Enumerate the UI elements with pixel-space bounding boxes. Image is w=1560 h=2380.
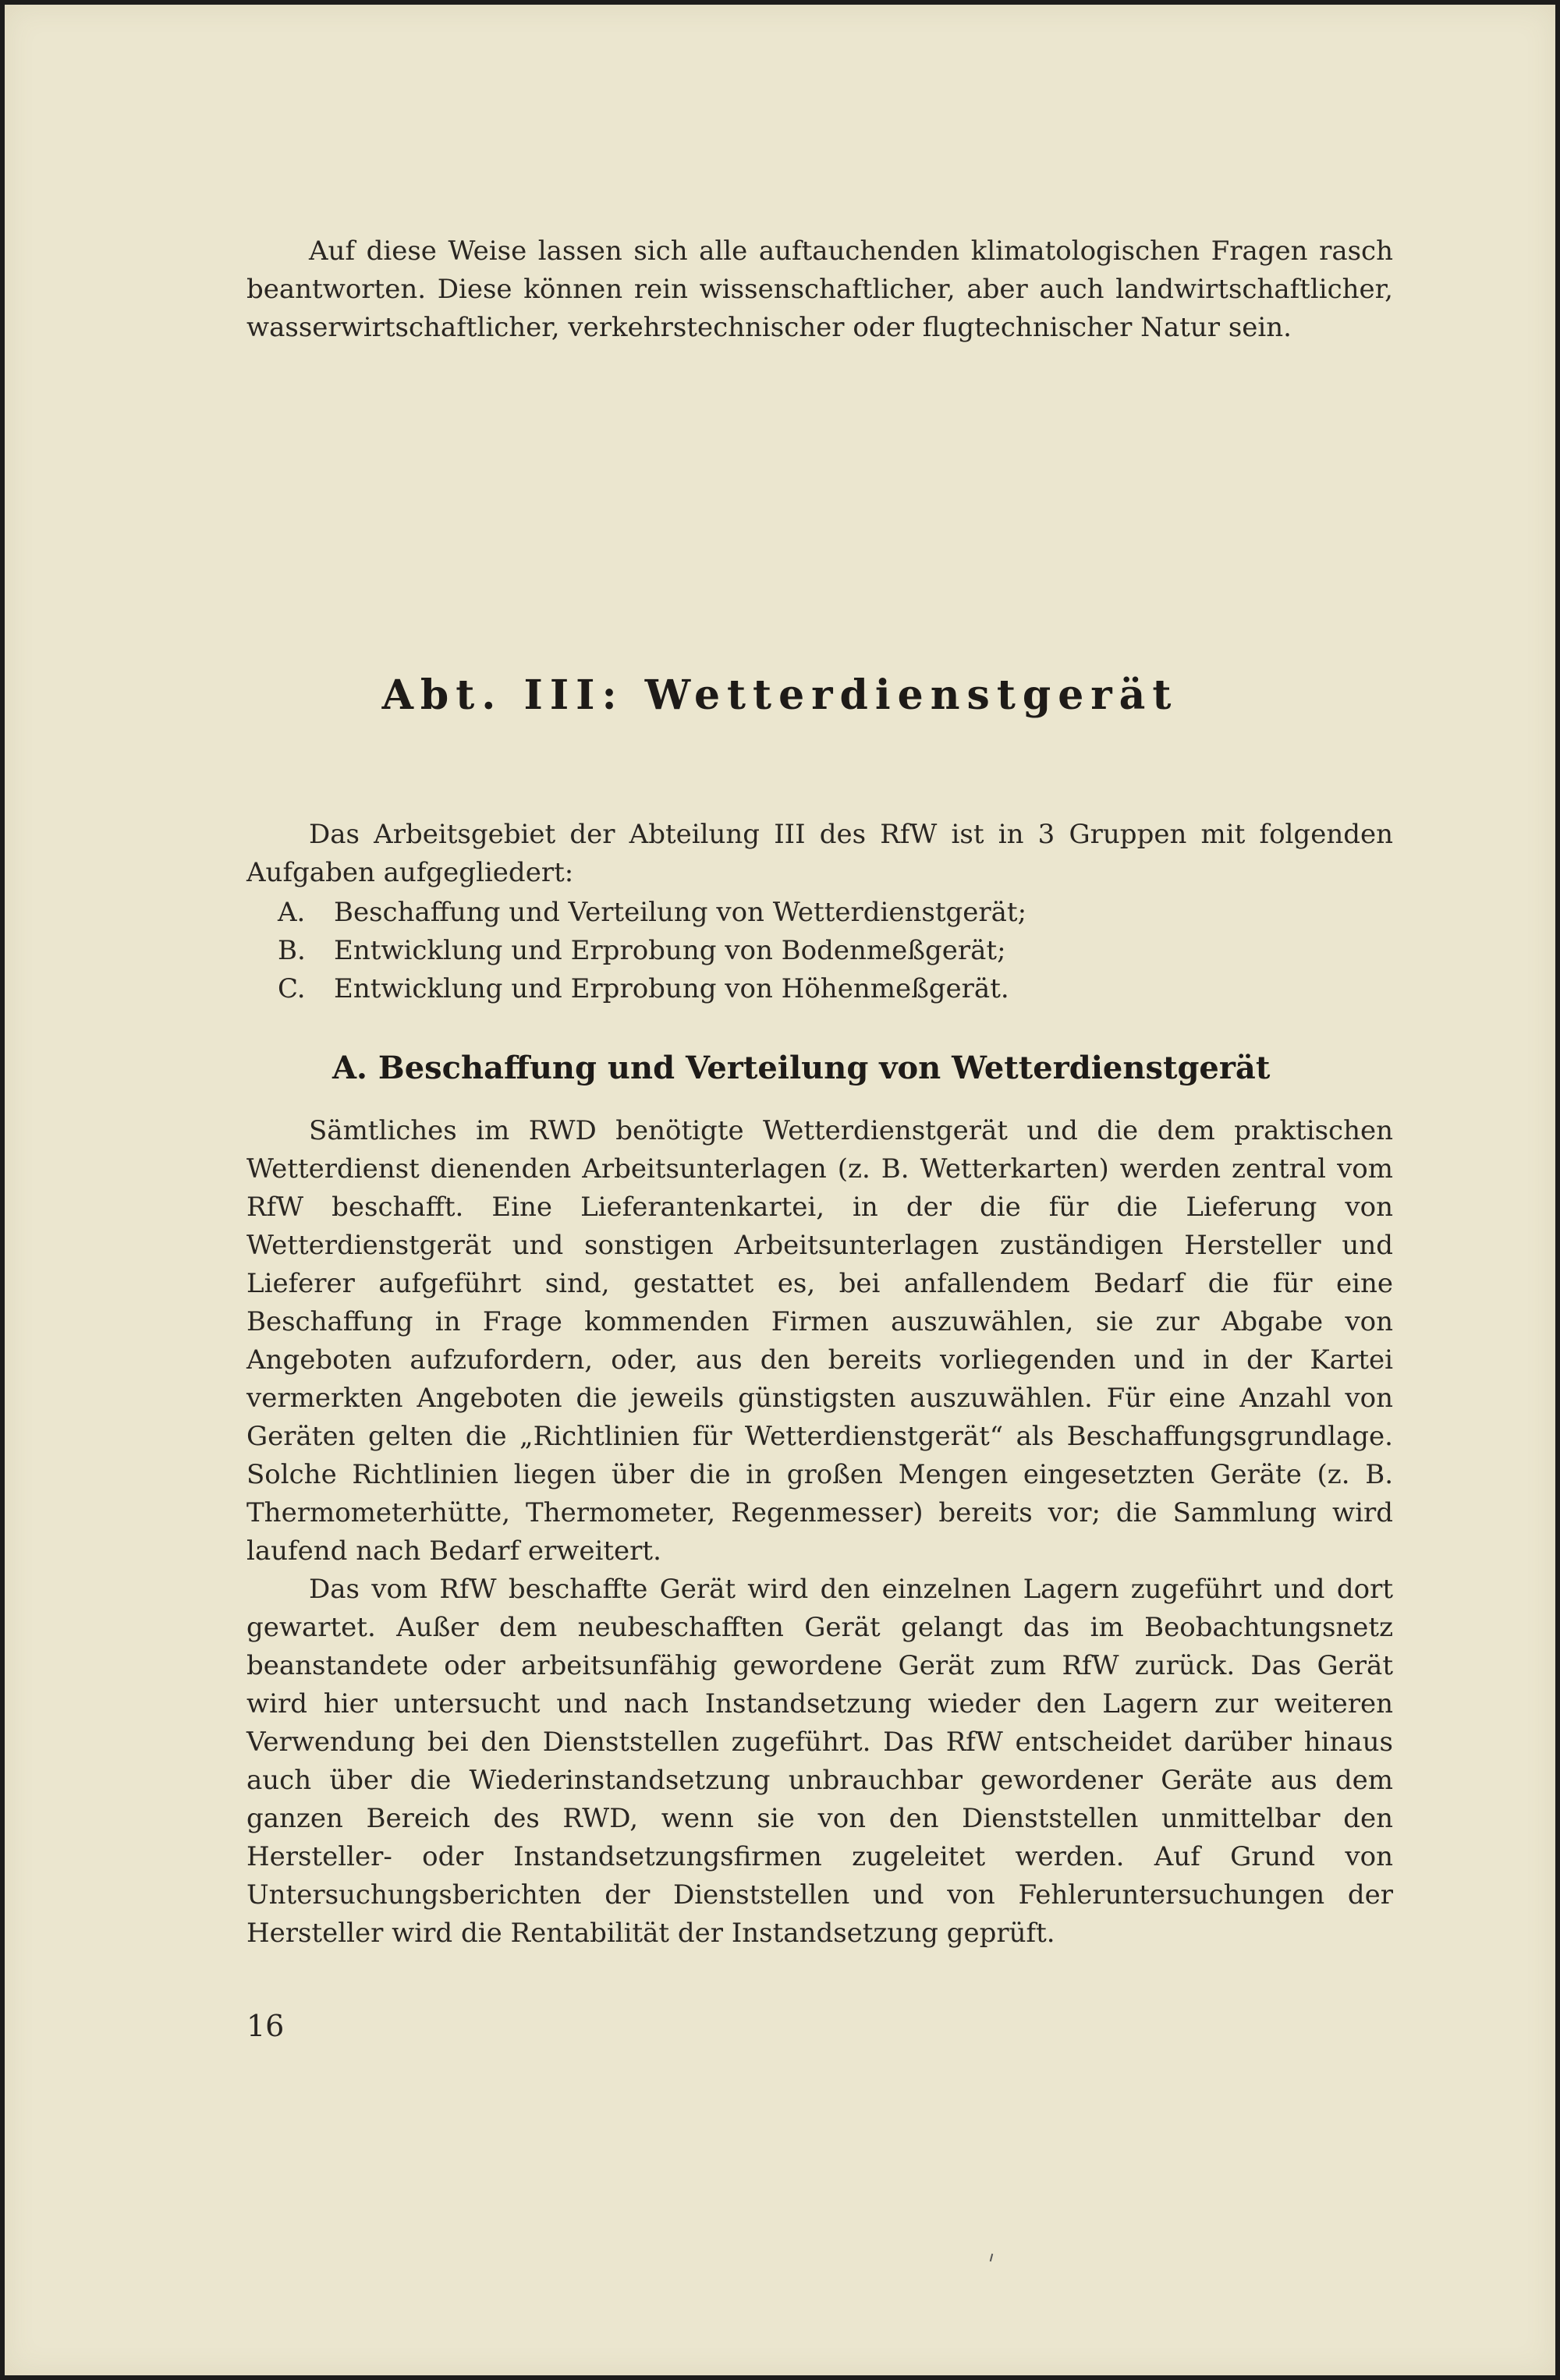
body-paragraph: Sämtliches im RWD benötigte Wetterdienstgerät und die dem praktischen Wetterdienst dienenden Arbeitsunterlagen (z. B. Wetterkarten) werden zentral vom RfW beschafft. Eine Lieferantenkartei, in der die für die Lieferung von Wetterdienstgerät und sonstigen Arbeitsunterlagen zuständigen Hersteller und Lieferer aufgeführt sind, gestattet es, bei anfallendem Bedarf die für eine Beschaffung in Frage kommenden Firmen auszuwählen, sie zur Abgabe von Angeboten aufzufordern, oder, aus den bereits vorliegenden und in der Kartei vermerkten Angeboten die jeweils günstigsten auszuwählen. Für eine Anzahl von Geräten gelten die „Richtlinien für Wetterdienstgerät“ als Beschaffungsgrundlage. Solche Richtlinien liegen über die in großen Mengen eingesetzten Geräte (z. B. Thermometerhütte, Thermometer, Regenmesser) bereits vor; die Sammlung wird laufend nach Bedarf erweitert. [246,1115,1393,1567]
list-item [278,932,1214,970]
list-item-letter: B. [278,935,306,966]
group-list [278,894,1214,1008]
intro-paragraph [246,232,1393,347]
list-item [278,894,1214,932]
list-item-letter: A. [278,897,306,928]
list-item-text: Entwicklung und Erprobung von Höhenmeßgerät. [334,973,1009,1004]
section-intro-paragraph [246,816,1393,892]
list-item-text: Beschaffung und Verteilung von Wetterdienstgerät; [334,897,1027,928]
list-item-text: Entwicklung und Erprobung von Bodenmeßgerät; [334,935,1006,966]
body-paragraph: Das vom RfW beschaffte Gerät wird den einzelnen Lagern zugeführt und dort gewartet. Außer dem neubeschafften Gerät gelangt das im Beobachtungsnetz beanstandete oder arbeitsunfähig gewordene Gerät zum RfW zurück. Das Gerät wird hier untersucht und nach Instandsetzung wieder den Lagern zur weiteren Verwendung bei den Dienststellen zugeführt. Das RfW entscheidet darüber hinaus auch über die Wiederinstandsetzung unbrauchbar gewordener Geräte aus dem ganzen Bereich des RWD, wenn sie von den Dienststellen unmittelbar den Hersteller- oder Instandsetzungsfirmen zugeleitet werden. Auf Grund von Untersuchungsberichten der Dienststellen und von Fehleruntersuchungen der Hersteller wird die Rentabilität der Instandsetzung geprüft. [246,1574,1393,1949]
document-page [5,5,1555,2375]
page-number: 16 [246,2009,285,2043]
subsection-heading: A. Beschaffung und Verteilung von Wetterdienstgerät [332,1050,1271,1086]
section-intro-text: Das Arbeitsgebiet der Abteilung III des RfW ist in 3 Gruppen mit folgenden Aufgaben aufgegliedert: [246,819,1393,888]
body-text [246,1112,1393,1953]
intro-text: Auf diese Weise lassen sich alle auftauchenden klimatologischen Fragen rasch beantworten. Diese können rein wissenschaftlicher, aber auch landwirtschaftlicher, wasserwirtschaftlicher, verkehrstechnischer oder flugtechnischer Natur sein. [246,236,1393,343]
list-item-letter: C. [278,973,306,1004]
section-heading: Abt. III: Wetterdienstgerät [381,671,1179,719]
paper-speck [990,2254,994,2261]
list-item [278,970,1214,1008]
